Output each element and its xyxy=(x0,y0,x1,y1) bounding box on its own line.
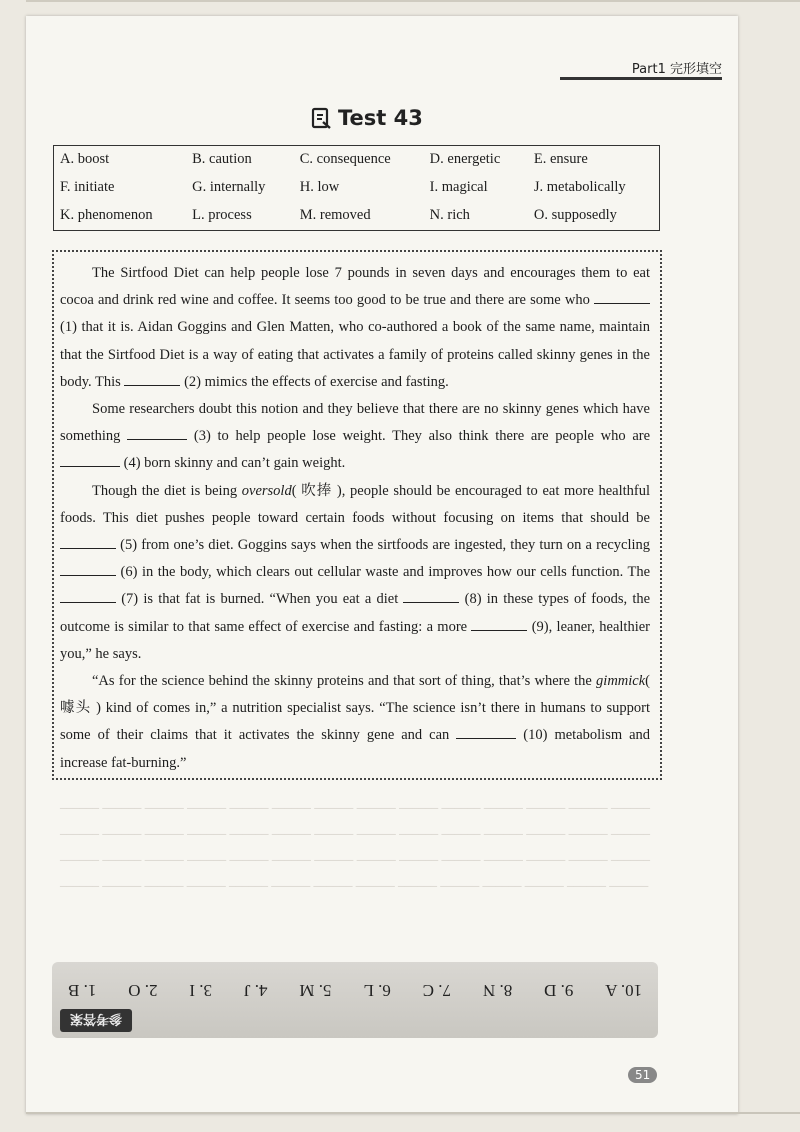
italic-term: oversold xyxy=(241,482,292,499)
word-option: E. ensure xyxy=(533,151,588,167)
paragraph-3 xyxy=(60,478,650,668)
word-option: G. internally xyxy=(192,179,266,195)
paragraph-1 xyxy=(60,260,650,396)
word-option: M. removed xyxy=(299,207,371,223)
blank-9 xyxy=(471,617,527,631)
answer-key-label: 参考答案 xyxy=(60,1009,132,1032)
blank-1 xyxy=(594,290,650,304)
word-option: H. low xyxy=(299,179,340,195)
part-header-rule xyxy=(560,77,722,80)
answer-key-panel xyxy=(52,962,658,1038)
passage-text: in the body, which clears out cellular waste and improves how our cells function. The xyxy=(141,564,651,581)
word-option: L. process xyxy=(192,207,252,223)
blank-number: (3) xyxy=(193,428,211,445)
page-number: 51 xyxy=(628,1067,657,1083)
blank-4 xyxy=(60,453,120,467)
answer-item: 3. I xyxy=(189,981,213,1000)
passage-text: Some researchers doubt this notion and they believe that there are no skinny genes which have something xyxy=(60,401,650,445)
word-option: O. supposedly xyxy=(533,207,617,223)
blank-number: (6) xyxy=(120,564,138,581)
paragraph-2 xyxy=(60,396,650,478)
test-title-text: Test 43 xyxy=(338,106,423,130)
answer-item: 1. B xyxy=(68,981,97,1000)
blank-number: (1) xyxy=(60,319,77,336)
cloze-passage xyxy=(52,250,662,780)
passage-text: that it is. Aidan Goggins and Glen Matten, who co-authored a book of the same name, maintain that the Sirtfood Diet is a way of eating that activates a family of proteins called skinny genes in the body. This xyxy=(60,319,650,390)
word-option: D. energetic xyxy=(429,151,501,167)
chinese-gloss: ( 吹捧 ) xyxy=(291,482,342,499)
answer-item: 9. D xyxy=(544,981,574,1000)
blank-number: (7) xyxy=(121,591,139,608)
blank-7 xyxy=(60,589,116,603)
passage-text: Though the diet is being xyxy=(92,482,238,499)
answer-item: 7. C xyxy=(422,981,452,1000)
word-bank-table xyxy=(53,145,660,231)
passage-text: kind of comes in,” a nutrition specialist says. “The science isn’t there in humans to support some of their claims that it activates the skinny gene and can xyxy=(60,700,650,744)
passage-text: metabolism and increase fat-burning.” xyxy=(60,727,651,771)
passage-text: in these types of foods, the outcome is similar to that same effect of exercise and fasting: a more xyxy=(60,591,651,635)
test-title xyxy=(310,106,423,130)
bleed-through-text: ______ ______ ______ ______ ______ ______ ______ ______ ______ ______ ______ ______ ______ ______ ______ ______ ______ ______ ______ ______ ______ ______ ______ ______ ______ ______ ______ ______ ______ ______ ______ ______ ______ ______ ______ ______ ______ ______ ______ ______ ______ ______ ______ ______ ______ ______ ______ ______ ______ ______ ______ ______ ______ ______ ______ ______ xyxy=(60,795,650,888)
word-option: B. caution xyxy=(192,151,252,167)
passage-text: mimics the effects of exercise and fasting. xyxy=(204,373,449,390)
passage-text: “As for the science behind the skinny proteins and that sort of thing, that’s where the xyxy=(92,673,592,690)
word-bank-row xyxy=(54,174,660,202)
top-rule xyxy=(26,0,800,2)
passage-text: The Sirtfood Diet can help people lose 7 pounds in seven days and encourages them to eat cocoa and drink red wine and coffee. It seems too good to be true and there are some who xyxy=(60,265,650,309)
word-option: K. phenomenon xyxy=(60,207,153,223)
word-option: F. initiate xyxy=(60,179,115,195)
word-option: C. consequence xyxy=(299,151,391,167)
passage-text: , people should be encouraged to eat more healthful foods. This diet pushes people toward certain foods without focusing on items that should be xyxy=(60,482,650,526)
passage-text: born skinny and can’t gain weight. xyxy=(144,455,346,472)
blank-8 xyxy=(403,589,459,603)
bottom-rule xyxy=(26,1112,800,1114)
word-bank-row xyxy=(54,146,660,175)
blank-10 xyxy=(456,725,516,739)
paragraph-4 xyxy=(60,668,650,777)
blank-number: (5) xyxy=(120,537,138,554)
blank-number: (10) xyxy=(523,727,548,744)
blank-number: (8) xyxy=(464,591,482,608)
answer-item: 6. L xyxy=(363,981,391,1000)
chinese-gloss: ( 噱头 ) xyxy=(60,673,651,717)
blank-3 xyxy=(127,426,187,440)
blank-2 xyxy=(124,372,180,386)
blank-number: (9) xyxy=(531,618,549,635)
answer-list xyxy=(52,976,658,1004)
part-header: Part1 完形填空 xyxy=(631,62,722,77)
word-option: I. magical xyxy=(429,179,488,195)
document-icon xyxy=(310,107,332,129)
blank-5 xyxy=(60,535,116,549)
passage-text: to help people lose weight. They also think there are people who are xyxy=(217,428,651,445)
word-bank-row xyxy=(54,202,660,231)
word-option: N. rich xyxy=(429,207,470,223)
passage-text: from one’s diet. Goggins says when the sirtfoods are ingested, they turn on a recycling xyxy=(141,537,651,554)
answer-item: 2. O xyxy=(128,981,158,1000)
blank-6 xyxy=(60,562,116,576)
blank-number: (2) xyxy=(184,373,201,390)
word-option: A. boost xyxy=(60,151,110,167)
italic-term: gimmick xyxy=(596,673,646,690)
blank-number: (4) xyxy=(123,455,141,472)
passage-text: , leaner, healthier you,” he says. xyxy=(60,618,651,662)
answer-item: 5. M xyxy=(299,981,332,1000)
answer-item: 4. J xyxy=(243,981,268,1000)
answer-item: 10. A xyxy=(605,981,643,1000)
passage-text: is that fat is burned. “When you eat a diet xyxy=(143,591,399,608)
answer-item: 8. N xyxy=(482,981,513,1000)
word-option: J. metabolically xyxy=(533,179,626,195)
